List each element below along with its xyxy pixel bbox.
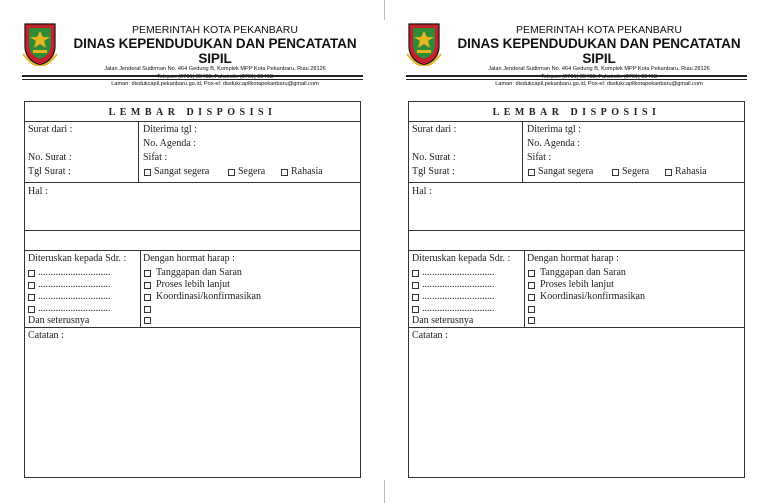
government-name: PEMERINTAH KOTA PEKANBARU: [516, 24, 682, 36]
action-checkbox-5[interactable]: [144, 317, 151, 324]
segera-checkbox[interactable]: [612, 169, 619, 176]
dengan-hormat-label: Dengan hormat harap :: [143, 253, 235, 264]
recipient-dots-2: .............................: [422, 279, 495, 290]
segera-label: Segera: [238, 166, 266, 177]
recipient-dots-1: .............................: [422, 267, 495, 278]
action-checkbox-4[interactable]: [528, 306, 535, 313]
letterhead-rule-thin: [22, 79, 363, 80]
recipient-checkbox-2[interactable]: [28, 282, 35, 289]
recipient-checkbox-3[interactable]: [412, 294, 419, 301]
dengan-hormat-label: Dengan hormat harap :: [527, 253, 619, 264]
divider: [409, 182, 744, 183]
recipient-checkbox-4[interactable]: [412, 306, 419, 313]
catatan-label: Catatan :: [412, 330, 448, 341]
rahasia-label: Rahasia: [291, 166, 323, 177]
tanggapan-label: Tanggapan dan Saran: [156, 267, 242, 278]
no-agenda-label: No. Agenda :: [527, 138, 581, 149]
koordinasi-label: Koordinasi/konfirmasikan: [156, 291, 261, 302]
sangat-segera-checkbox[interactable]: [528, 169, 535, 176]
divider: [25, 230, 360, 231]
diteruskan-label: Diteruskan kepada Sdr. :: [28, 253, 127, 264]
rahasia-label: Rahasia: [675, 166, 707, 177]
divider: [25, 182, 360, 183]
dan-seterusnya-label: Dan seterusnya: [412, 315, 474, 326]
recipient-dots-1: .............................: [38, 267, 111, 278]
tanggapan-checkbox[interactable]: [144, 270, 151, 277]
divider: [409, 250, 744, 251]
segera-checkbox[interactable]: [228, 169, 235, 176]
tgl-surat-label: Tgl Surat :: [412, 166, 455, 177]
divider: [409, 230, 744, 231]
city-crest-icon: [406, 22, 442, 66]
disposition-form: [408, 101, 745, 478]
divider: [140, 250, 141, 327]
recipient-checkbox-4[interactable]: [28, 306, 35, 313]
form-title: LEMBAR DISPOSISI: [492, 107, 661, 118]
diterima-tgl-label: Diterima tgl :: [143, 124, 197, 135]
recipient-dots-3: .............................: [422, 291, 495, 302]
rahasia-checkbox[interactable]: [281, 169, 288, 176]
sifat-label: Sifat :: [143, 152, 168, 163]
recipient-dots-2: .............................: [38, 279, 111, 290]
recipient-checkbox-1[interactable]: [28, 270, 35, 277]
proses-checkbox[interactable]: [528, 282, 535, 289]
government-name: PEMERINTAH KOTA PEKANBARU: [132, 24, 298, 36]
letterhead-rule-thin: [406, 79, 747, 80]
sangat-segera-checkbox[interactable]: [144, 169, 151, 176]
action-checkbox-5[interactable]: [528, 317, 535, 324]
sangat-segera-label: Sangat segera: [154, 166, 210, 177]
dan-seterusnya-label: Dan seterusnya: [28, 315, 90, 326]
surat-dari-label: Surat dari :: [28, 124, 73, 135]
city-crest-icon: [22, 22, 58, 66]
no-surat-label: No. Surat :: [412, 152, 456, 163]
divider: [25, 250, 360, 251]
catatan-label: Catatan :: [28, 330, 64, 341]
agency-web: Laman: disdukcapil.pekanbaru.go.id, Pos-el: disdukcapilkotapekanbaru@gmail.com: [495, 81, 703, 87]
no-agenda-label: No. Agenda :: [143, 138, 197, 149]
letterhead-rule-thick: [406, 75, 747, 77]
divider: [25, 121, 360, 122]
koordinasi-checkbox[interactable]: [528, 294, 535, 301]
recipient-checkbox-2[interactable]: [412, 282, 419, 289]
agency-address: Jalan Jenderal Sudirman No. 464 Gedung B, Komplek MPP Kota Pekanbaru, Riau 28126: [488, 66, 710, 72]
proses-label: Proses lebih lanjut: [540, 279, 614, 290]
hal-label: Hal :: [28, 186, 48, 197]
tanggapan-label: Tanggapan dan Saran: [540, 267, 626, 278]
segera-label: Segera: [622, 166, 650, 177]
koordinasi-label: Koordinasi/konfirmasikan: [540, 291, 645, 302]
agency-web: Laman: disdukcapil.pekanbaru.go.id, Pos-el: disdukcapilkotapekanbaru@gmail.com: [111, 81, 319, 87]
hal-label: Hal :: [412, 186, 432, 197]
surat-dari-label: Surat dari :: [412, 124, 457, 135]
action-checkbox-4[interactable]: [144, 306, 151, 313]
divider: [524, 250, 525, 327]
agency-address: Jalan Jenderal Sudirman No. 464 Gedung B, Komplek MPP Kota Pekanbaru, Riau 28126: [104, 66, 326, 72]
tanggapan-checkbox[interactable]: [528, 270, 535, 277]
diteruskan-label: Diteruskan kepada Sdr. :: [412, 253, 511, 264]
disposition-sheet-right: [384, 0, 768, 503]
diterima-tgl-label: Diterima tgl :: [527, 124, 581, 135]
agency-name: DINAS KEPENDUDUKAN DAN PENCATATAN SIPIL: [457, 36, 741, 66]
tgl-surat-label: Tgl Surat :: [28, 166, 71, 177]
sifat-label: Sifat :: [527, 152, 552, 163]
divider: [522, 121, 523, 182]
recipient-checkbox-3[interactable]: [28, 294, 35, 301]
rahasia-checkbox[interactable]: [665, 169, 672, 176]
divider: [409, 327, 744, 328]
divider: [409, 121, 744, 122]
koordinasi-checkbox[interactable]: [144, 294, 151, 301]
proses-checkbox[interactable]: [144, 282, 151, 289]
form-title: LEMBAR DISPOSISI: [108, 107, 277, 118]
no-surat-label: No. Surat :: [28, 152, 72, 163]
divider: [25, 327, 360, 328]
recipient-checkbox-1[interactable]: [412, 270, 419, 277]
proses-label: Proses lebih lanjut: [156, 279, 230, 290]
recipient-dots-4: .............................: [38, 303, 111, 314]
disposition-form: [24, 101, 361, 478]
recipient-dots-3: .............................: [38, 291, 111, 302]
divider: [138, 121, 139, 182]
letterhead-rule-thick: [22, 75, 363, 77]
recipient-dots-4: .............................: [422, 303, 495, 314]
sangat-segera-label: Sangat segera: [538, 166, 594, 177]
agency-name: DINAS KEPENDUDUKAN DAN PENCATATAN SIPIL: [73, 36, 357, 66]
